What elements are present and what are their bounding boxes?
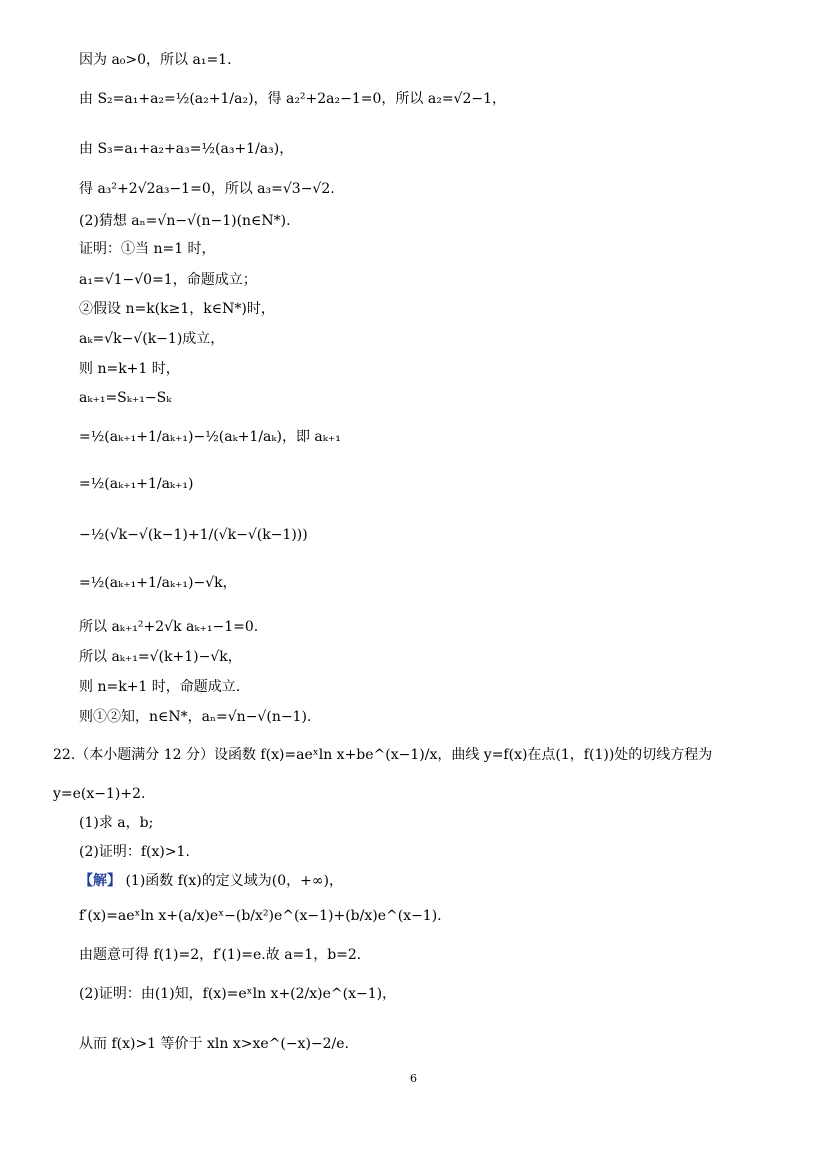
text-line: 所以 aₖ₊₁²+2√k aₖ₊₁−1=0. (79, 619, 259, 635)
text-line: aₖ₊₁=Sₖ₊₁−Sₖ (79, 390, 172, 406)
text-line: y=e(x−1)+2. (53, 786, 146, 802)
text-line: 由 S₂=a₁+a₂=½(a₂+1/a₂)，得 a₂²+2a₂−1=0，所以 a₂=√2−1， (79, 91, 507, 107)
text-line: (2)证明：f(x)>1. (79, 844, 190, 860)
text-line: (1)函数 f(x)的定义域为(0，+∞)， (125, 873, 343, 889)
solution-line (79, 872, 343, 890)
text-line: a₁=√1−√0=1，命题成立； (79, 272, 257, 288)
text-line: =½(aₖ₊₁+1/aₖ₊₁)−√k， (79, 575, 237, 591)
text-line: 因为 a₀>0，所以 a₁=1. (79, 52, 232, 68)
text-line: 由 S₃=a₁+a₂+a₃=½(a₃+1/a₃)， (79, 141, 294, 157)
text-line: ②假设 n=k(k≥1，k∈N*)时， (79, 301, 275, 317)
text-line: aₖ=√k−√(k−1)成立， (79, 331, 225, 347)
page-number: 6 (410, 1072, 417, 1085)
text-line: (2)证明：由(1)知，f(x)=eˣln x+(2/x)e^(x−1)， (79, 986, 397, 1002)
solution-label: 【解】 (79, 873, 121, 889)
text-line: f′(x)=aeˣln x+(a/x)eˣ−(b/x²)e^(x−1)+(b/x)e^(x−1). (79, 908, 442, 924)
text-line: 所以 aₖ₊₁=√(k+1)−√k， (79, 649, 242, 665)
text-line: −½(√k−√(k−1)+1/(√k−√(k−1))) (79, 527, 308, 543)
text-line: =½(aₖ₊₁+1/aₖ₊₁)−½(aₖ+1/aₖ)，即 aₖ₊₁ (79, 429, 341, 445)
text-line: 则①②知，n∈N*，aₙ=√n−√(n−1). (79, 709, 312, 725)
text-line: (2)猜想 aₙ=√n−√(n−1)(n∈N*). (79, 213, 291, 229)
text-line: 从而 f(x)>1 等价于 xln x>xe^(−x)−2/e. (79, 1036, 350, 1052)
text-line: 证明：①当 n=1 时， (79, 241, 216, 257)
text-line: 则 n=k+1 时，命题成立. (79, 679, 241, 695)
text-line: 则 n=k+1 时， (79, 361, 180, 377)
question-heading: 22.（本小题满分 12 分）设函数 f(x)=aeˣln x+be^(x−1)/x，曲线 y=f(x)在点(1，f(1))处的切线方程为 (53, 747, 713, 763)
text-line: (1)求 a，b; (79, 815, 154, 831)
text-line: 由题意可得 f(1)=2，f′(1)=e.故 a=1，b=2. (79, 947, 362, 963)
text-line: =½(aₖ₊₁+1/aₖ₊₁) (79, 476, 194, 492)
text-line: 得 a₃²+2√2a₃−1=0，所以 a₃=√3−√2. (79, 181, 335, 197)
